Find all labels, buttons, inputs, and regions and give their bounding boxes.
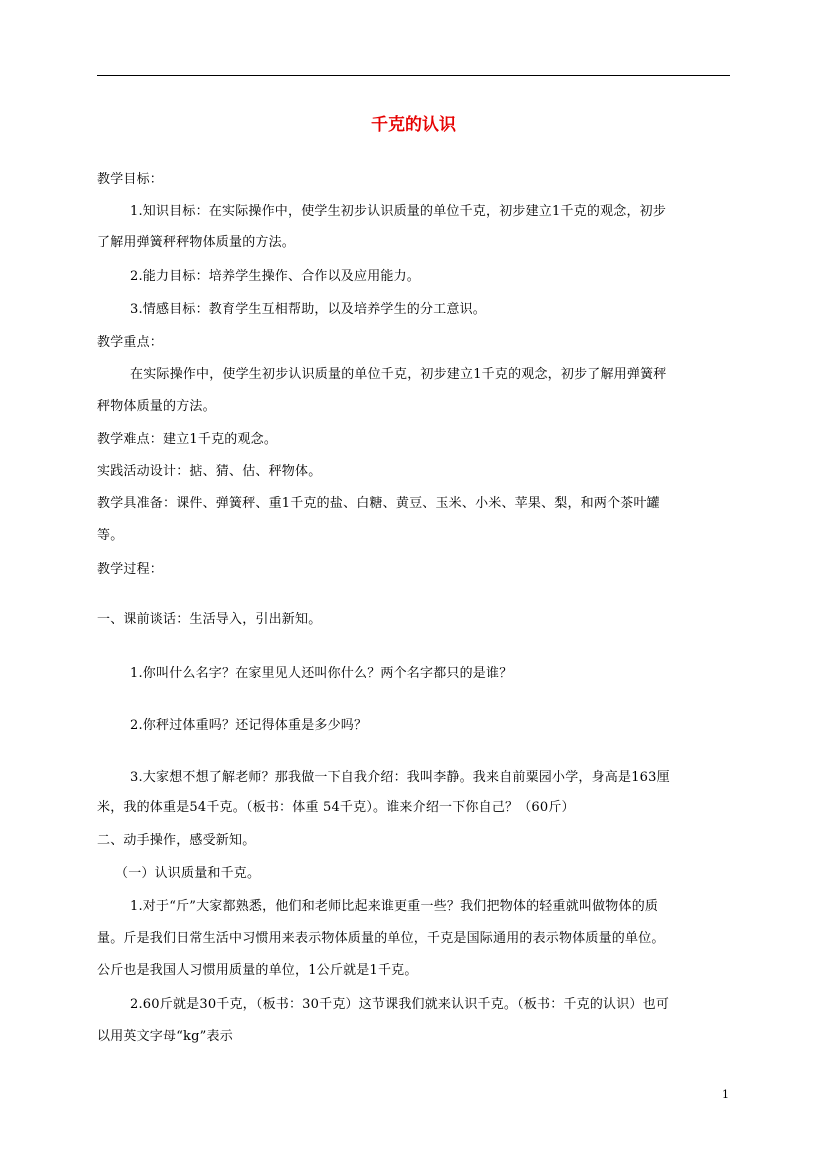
text-line: （一）认识质量和千克。 xyxy=(115,866,261,881)
text-line: 一、课前谈话：生活导入，引出新知。 xyxy=(97,612,322,627)
text-line: 1.知识目标：在实际操作中，使学生初步认识质量的单位千克，初步建立1千克的观念，初步 xyxy=(130,204,667,219)
text-line: 实践活动设计：掂、猜、估、秤物体。 xyxy=(97,464,322,479)
text-line: 教学具准备：课件、弹簧秤、重1千克的盐、白糖、黄豆、玉米、小米、苹果、梨，和两个茶叶罐 xyxy=(97,496,660,511)
text-line: 量。斤是我们日常生活中习惯用来表示物体质量的单位，千克是国际通用的表示物体质量的单位。 xyxy=(97,931,665,946)
text-line: 教学目标： xyxy=(97,172,164,187)
text-line: 2.能力目标：培养学生操作、合作以及应用能力。 xyxy=(130,269,421,284)
page-number: 1 xyxy=(722,1088,729,1101)
text-line: 教学难点：建立1千克的观念。 xyxy=(97,432,278,447)
text-line: 在实际操作中，使学生初步认识质量的单位千克，初步建立1千克的观念，初步了解用弹簧秤 xyxy=(130,367,667,382)
text-line: 教学重点： xyxy=(97,335,164,350)
text-line: 等。 xyxy=(97,528,124,543)
text-line: 二、动手操作，感受新知。 xyxy=(97,833,256,848)
text-line: 教学过程： xyxy=(97,562,164,577)
text-line: 公斤也是我国人习惯用质量的单位，1公斤就是1千克。 xyxy=(97,963,418,978)
text-line: 3.情感目标：教育学生互相帮助，以及培养学生的分工意识。 xyxy=(130,302,487,317)
text-line: 了解用弹簧秤秤物体质量的方法。 xyxy=(97,235,296,250)
document-title: 千克的认识 xyxy=(371,115,456,135)
text-line: 秤物体质量的方法。 xyxy=(97,399,216,414)
text-line: 米，我的体重是54千克。（板书：体重 54千克）。谁来介绍一下你自己？（60斤） xyxy=(97,800,575,815)
text-line: 1.你叫什么名字？在家里见人还叫你什么？两个名字都只的是谁？ xyxy=(130,666,513,681)
text-line: 3.大家想不想了解老师？那我做一下自我介绍：我叫李静。我来自前粟园小学，身高是163厘 xyxy=(130,770,670,785)
text-line: 2.60斤就是30千克，（板书：30千克）这节课我们就来认识千克。（板书：千克的认识）也可 xyxy=(130,997,670,1012)
text-line: 1.对于“斤”大家都熟悉，他们和老师比起来谁更重一些？我们把物体的轻重就叫做物体的质 xyxy=(130,899,659,914)
header-rule xyxy=(97,75,730,76)
text-line: 以用英文字母“kg”表示 xyxy=(97,1029,233,1044)
text-line: 2.你秤过体重吗？还记得体重是多少吗？ xyxy=(130,718,368,733)
